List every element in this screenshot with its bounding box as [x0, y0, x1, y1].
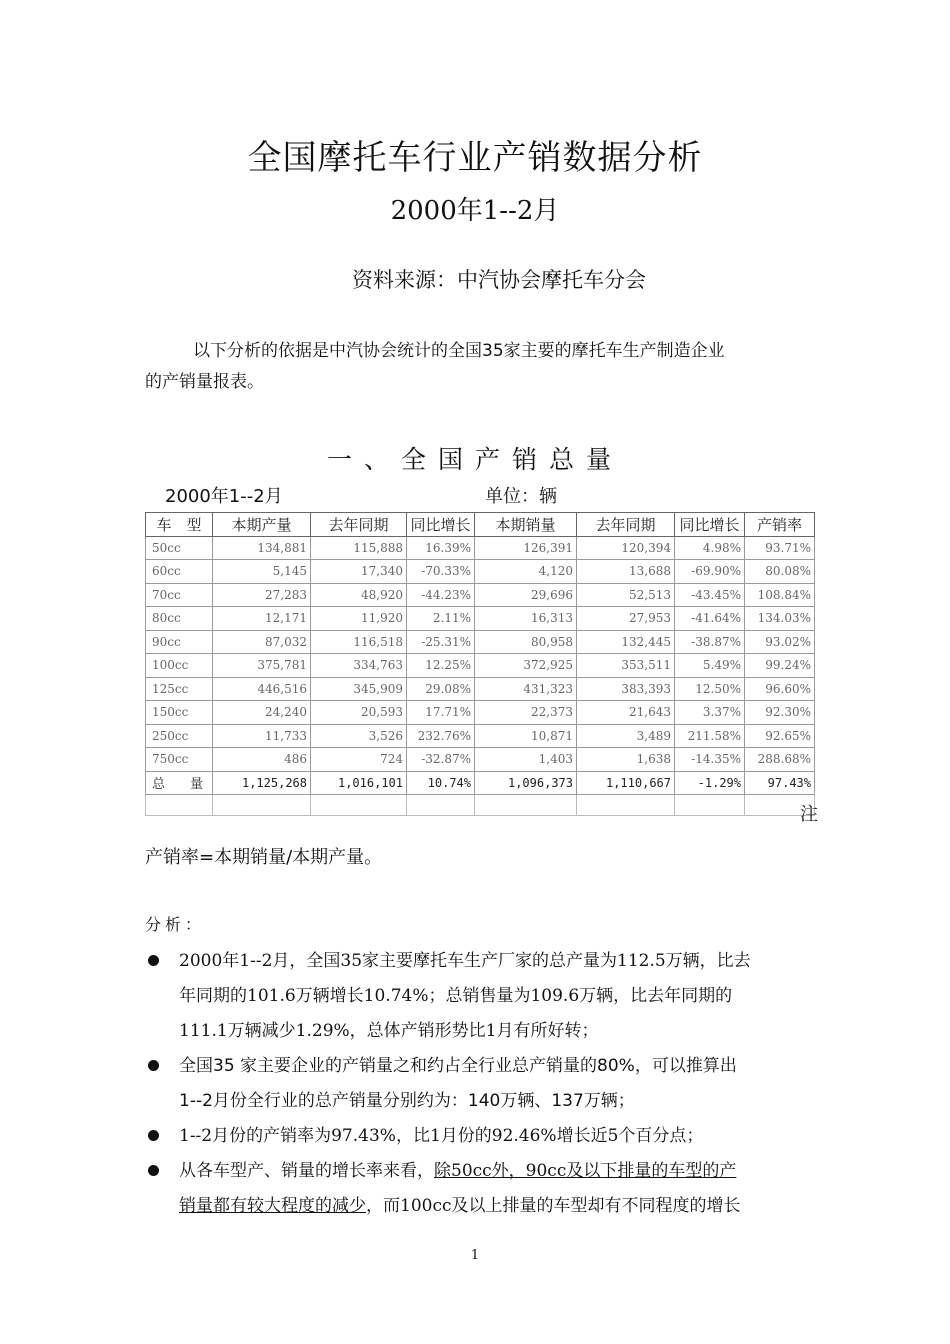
table-cell: 2.11%	[407, 607, 475, 631]
table-cell: 96.60%	[745, 677, 815, 701]
intro-paragraph	[145, 336, 815, 398]
table-row	[146, 677, 815, 701]
table-cell: -38.87%	[675, 630, 745, 654]
table-cell: 5,145	[213, 560, 311, 584]
table-cell: 1,016,101	[311, 771, 407, 795]
table-cell: 10.74%	[407, 771, 475, 795]
document-subtitle: 2000年1--2月	[390, 196, 560, 226]
table-header-row	[146, 513, 815, 537]
table-cell: 1,638	[577, 748, 675, 772]
empty-cell	[577, 795, 675, 816]
table-cell: 80.08%	[745, 560, 815, 584]
table-cell: 27,283	[213, 583, 311, 607]
header-cell: 车 型	[146, 513, 213, 537]
header-cell: 本期销量	[475, 513, 577, 537]
table-cell: 132,445	[577, 630, 675, 654]
table-total-row	[146, 771, 815, 795]
table-row	[146, 560, 815, 584]
header-cell: 同比增长	[407, 513, 475, 537]
empty-cell	[146, 795, 213, 816]
table-cell: 250cc	[146, 724, 213, 748]
underlined-text: 销量都有较大程度的减少	[179, 1196, 366, 1216]
table-cell: 12,171	[213, 607, 311, 631]
header-cell: 去年同期	[311, 513, 407, 537]
bullet-icon	[148, 1060, 159, 1071]
table-cell: 16.39%	[407, 536, 475, 560]
table-cell: 126,391	[475, 536, 577, 560]
table-cell: 21,643	[577, 701, 675, 725]
table-cell: 97.43%	[745, 771, 815, 795]
table-cell: -44.23%	[407, 583, 475, 607]
table-row	[146, 701, 815, 725]
bullet-icon	[148, 955, 159, 966]
list-item	[145, 1119, 825, 1154]
table-cell: 724	[311, 748, 407, 772]
bullet-line: 111.1万辆减少1.29%，总体产销形势比1月有所好转；	[179, 1021, 599, 1041]
table-cell: 4.98%	[675, 536, 745, 560]
table-row	[146, 583, 815, 607]
header-cell: 去年同期	[577, 513, 675, 537]
bullet-line: 1--2月份全行业的总产销量分别约为：140万辆、137万辆；	[179, 1091, 635, 1111]
table-row	[146, 630, 815, 654]
table-cell: 100cc	[146, 654, 213, 678]
bullet-line	[179, 1154, 825, 1189]
table-cell: 115,888	[311, 536, 407, 560]
page-number: 1	[470, 1248, 480, 1263]
table-cell: 80cc	[146, 607, 213, 631]
table-cell: 108.84%	[745, 583, 815, 607]
bullet-line: 2000年1--2月，全国35家主要摩托车生产厂家的总产量为112.5万辆，比去	[179, 951, 751, 971]
table-cell: 93.71%	[745, 536, 815, 560]
table-cell: 29.08%	[407, 677, 475, 701]
table-cell: 11,920	[311, 607, 407, 631]
table-cell: 134,881	[213, 536, 311, 560]
table-cell: 375,781	[213, 654, 311, 678]
table-cell: 134.03%	[745, 607, 815, 631]
table-cell: 17,340	[311, 560, 407, 584]
table-cell: 17.71%	[407, 701, 475, 725]
table-cell: 24,240	[213, 701, 311, 725]
table-row	[146, 748, 815, 772]
header-cell: 同比增长	[675, 513, 745, 537]
table-cell: 3,526	[311, 724, 407, 748]
table-cell: 11,733	[213, 724, 311, 748]
table-cell: -43.45%	[675, 583, 745, 607]
table-cell: 1,096,373	[475, 771, 577, 795]
table-cell: 60cc	[146, 560, 213, 584]
table-cell: 1,125,268	[213, 771, 311, 795]
table-cell: -1.29%	[675, 771, 745, 795]
table-cell: 232.76%	[407, 724, 475, 748]
table-cell: 12.50%	[675, 677, 745, 701]
empty-cell	[311, 795, 407, 816]
table-cell: 4,120	[475, 560, 577, 584]
table-cell: 334,763	[311, 654, 407, 678]
document-title: 全国摩托车行业产销数据分析	[247, 138, 703, 178]
table-cell: 16,313	[475, 607, 577, 631]
table-cell: 1,110,667	[577, 771, 675, 795]
underlined-text: 除50cc外，90cc及以下排量的车型的产	[434, 1161, 737, 1181]
bullet-line: 1--2月份的产销率为97.43%，比1月份的92.46%增长近5个百分点；	[179, 1126, 704, 1146]
analysis-list	[145, 944, 825, 1224]
table-cell: 383,393	[577, 677, 675, 701]
bullet-line: 年同期的101.6万辆增长10.74%；总销售量为109.6万辆，比去年同期的	[179, 986, 733, 1006]
header-cell: 产销率	[745, 513, 815, 537]
empty-cell	[407, 795, 475, 816]
table-cell: 125cc	[146, 677, 213, 701]
table-cell: 116,518	[311, 630, 407, 654]
table-cell: 总 量	[146, 771, 213, 795]
table-cell: 446,516	[213, 677, 311, 701]
table-cell: 52,513	[577, 583, 675, 607]
table-cell: 372,925	[475, 654, 577, 678]
section-heading: 一、全国产销总量	[326, 445, 623, 474]
table-cell: 486	[213, 748, 311, 772]
list-item	[145, 1154, 825, 1224]
table-cell: 80,958	[475, 630, 577, 654]
table-cell: 12.25%	[407, 654, 475, 678]
header-cell: 本期产量	[213, 513, 311, 537]
intro-line-1: 以下分析的依据是中汽协会统计的全国35家主要的摩托车生产制造企业	[193, 341, 725, 361]
table-cell: -25.31%	[407, 630, 475, 654]
intro-line-2: 的产销量报表。	[145, 372, 264, 392]
table-cell: 22,373	[475, 701, 577, 725]
table-cell: -32.87%	[407, 748, 475, 772]
table-row	[146, 724, 815, 748]
table-cell: 92.30%	[745, 701, 815, 725]
empty-cell	[675, 795, 745, 816]
table-cell: 1,403	[475, 748, 577, 772]
table-cell: 92.65%	[745, 724, 815, 748]
empty-cell	[475, 795, 577, 816]
empty-cell	[213, 795, 311, 816]
table-cell: 5.49%	[675, 654, 745, 678]
table-cell: 20,593	[311, 701, 407, 725]
data-source: 资料来源：中汽协会摩托车分会	[352, 268, 646, 292]
table-cell: 29,696	[475, 583, 577, 607]
bullet-text: 从各车型产、销量的增长率来看，	[179, 1161, 434, 1181]
table-cell: 211.58%	[675, 724, 745, 748]
table-cell: 13,688	[577, 560, 675, 584]
table-empty-row	[146, 795, 815, 816]
table-body	[146, 536, 815, 816]
table-cell: 288.68%	[745, 748, 815, 772]
analysis-label: 分析：	[145, 915, 206, 934]
table-cell: 70cc	[146, 583, 213, 607]
note-text: 产销率=本期销量/本期产量。	[145, 847, 383, 868]
table-cell: -70.33%	[407, 560, 475, 584]
list-item	[145, 1049, 825, 1119]
table-cell: 120,394	[577, 536, 675, 560]
sales-table	[145, 512, 815, 816]
table-cell: 3.37%	[675, 701, 745, 725]
table-cell: 93.02%	[745, 630, 815, 654]
table-cell: 10,871	[475, 724, 577, 748]
table-cell: -14.35%	[675, 748, 745, 772]
table-cell: 750cc	[146, 748, 213, 772]
table-cell: 50cc	[146, 536, 213, 560]
table-cell: -69.90%	[675, 560, 745, 584]
table-row	[146, 536, 815, 560]
table-cell: 353,511	[577, 654, 675, 678]
table-cell: -41.64%	[675, 607, 745, 631]
table-cell: 431,323	[475, 677, 577, 701]
bullet-line: 全国35 家主要企业的产销量之和约占全行业总产销量的80%，可以推算出	[179, 1056, 737, 1076]
table-cell: 150cc	[146, 701, 213, 725]
table-unit-label: 单位：辆	[485, 486, 557, 507]
table-row	[146, 654, 815, 678]
table-cell: 345,909	[311, 677, 407, 701]
table-cell: 3,489	[577, 724, 675, 748]
bullet-icon	[148, 1130, 159, 1141]
table-cell: 27,953	[577, 607, 675, 631]
table-cell: 48,920	[311, 583, 407, 607]
bullet-text: ，而100cc及以上排量的车型却有不同程度的增长	[366, 1196, 741, 1216]
bullet-icon	[148, 1165, 159, 1176]
list-item	[145, 944, 825, 1049]
table-row	[146, 607, 815, 631]
table-date-label: 2000年1--2月	[165, 486, 283, 507]
table-cell: 87,032	[213, 630, 311, 654]
bullet-line	[179, 1189, 825, 1224]
table-cell: 99.24%	[745, 654, 815, 678]
table-cell: 90cc	[146, 630, 213, 654]
note-marker: 注	[800, 804, 818, 825]
